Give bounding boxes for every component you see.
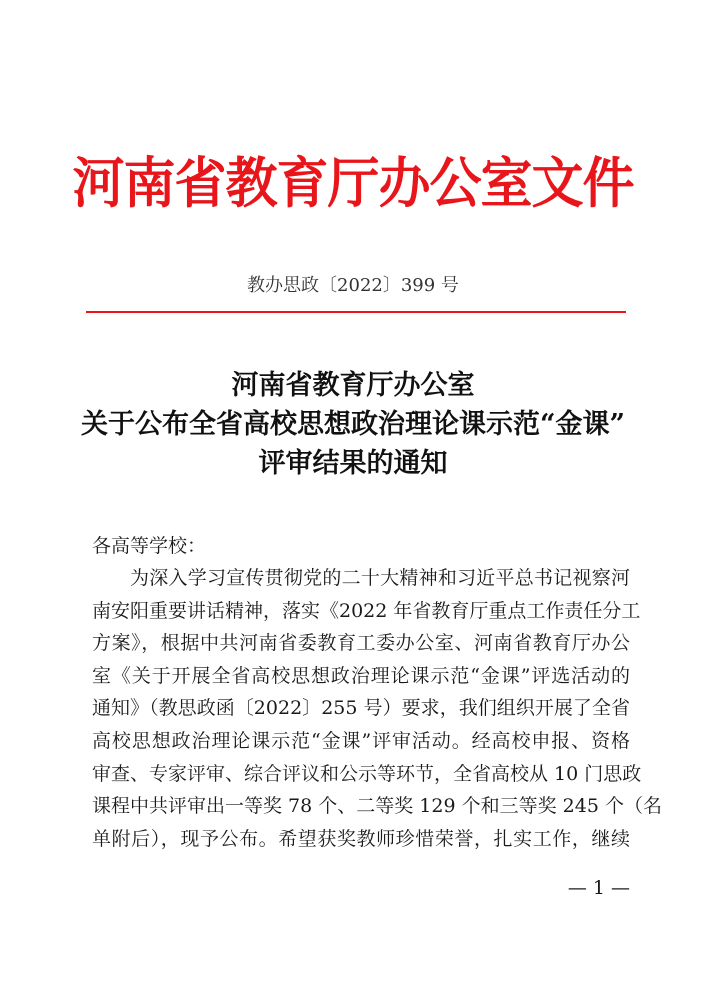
body-line: 室《关于开展全省高校思想政治理论课示范“金课”评选活动的 (92, 664, 630, 687)
masthead-title: 河南省教育厅办公室文件 (72, 151, 634, 216)
notice-title (0, 366, 706, 483)
page-number: — 1 — (567, 877, 630, 899)
salutation: 各高等学校： (92, 535, 207, 557)
title-line-3: 评审结果的通知 (258, 448, 448, 479)
red-divider-line (86, 311, 626, 313)
body-line: 为深入学习宣传贯彻党的二十大精神和习近平总书记视察河 (130, 567, 630, 589)
document-number: 教办思政〔2022〕399 号 (247, 275, 459, 296)
body-line: 审查、专家评审、综合评议和公示等环节，全省高校从 10 门思政 (92, 762, 642, 785)
body-paragraph (92, 562, 662, 855)
body-line: 课程中共评审出一等奖 78 个、二等奖 129 个和三等奖 245 个（名 (92, 795, 662, 818)
body-line: 单附后），现予公布。希望获奖教师珍惜荣誉，扎实工作，继续 (92, 827, 630, 850)
body-line: 高校思想政治理论课示范“金课”评审活动。经高校申报、资格 (92, 729, 630, 752)
title-line-1: 河南省教育厅办公室 (231, 370, 475, 401)
body-line: 南安阳重要讲话精神，落实《2022 年省教育厅重点工作责任分工 (92, 599, 641, 622)
body-line: 方案》，根据中共河南省委教育工委办公室、河南省教育厅办公 (92, 632, 630, 655)
title-line-2: 关于公布全省高校思想政治理论课示范“金课” (80, 409, 626, 440)
body-line: 通知》（教思政函〔2022〕255 号）要求，我们组织开展了全省 (92, 697, 630, 720)
